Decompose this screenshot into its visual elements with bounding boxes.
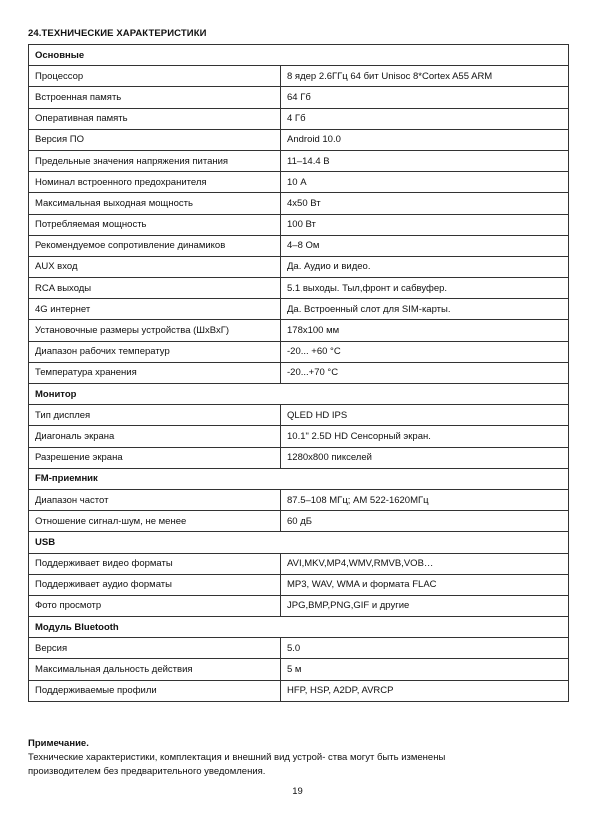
- spec-label: Встроенная память: [29, 87, 281, 108]
- spec-value: 87.5–108 МГц; AM 522-1620МГц: [281, 489, 569, 510]
- spec-value: 11–14.4 В: [281, 150, 569, 171]
- spec-value: 60 дБ: [281, 511, 569, 532]
- table-row: [29, 405, 569, 426]
- spec-label: AUX вход: [29, 256, 281, 277]
- spec-label: Диагональ экрана: [29, 426, 281, 447]
- spec-label: Максимальная дальность действия: [29, 659, 281, 680]
- spec-label: Номинал встроенного предохранителя: [29, 172, 281, 193]
- spec-label: Рекомендуемое сопротивление динамиков: [29, 235, 281, 256]
- spec-label: Разрешение экрана: [29, 447, 281, 468]
- spec-label: Поддерживаемые профили: [29, 680, 281, 701]
- note: [28, 737, 573, 779]
- table-row: [29, 320, 569, 341]
- spec-label: Версия: [29, 638, 281, 659]
- table-row: [29, 553, 569, 574]
- table-row: [29, 193, 569, 214]
- spec-value: 100 Вт: [281, 214, 569, 235]
- table-row: [29, 66, 569, 87]
- spec-label: Фото просмотр: [29, 595, 281, 616]
- spec-label: Потребляемая мощность: [29, 214, 281, 235]
- table-row: [29, 278, 569, 299]
- table-row: [29, 129, 569, 150]
- table-row: [29, 172, 569, 193]
- section-heading: Монитор: [29, 384, 569, 405]
- table-row: [29, 299, 569, 320]
- table-row: [29, 256, 569, 277]
- table-row: [29, 680, 569, 701]
- section-heading: FM-приемник: [29, 468, 569, 489]
- spec-label: Диапазон рабочих температур: [29, 341, 281, 362]
- table-row: [29, 574, 569, 595]
- spec-value: -20...+70 °C: [281, 362, 569, 383]
- page-title: 24.ТЕХНИЧЕСКИЕ ХАРАКТЕРИСТИКИ: [28, 28, 207, 39]
- section-heading: Основные: [29, 45, 569, 66]
- spec-value: 5.1 выходы. Тыл,фронт и сабвуфер.: [281, 278, 569, 299]
- table-row: [29, 235, 569, 256]
- spec-label: Максимальная выходная мощность: [29, 193, 281, 214]
- spec-label: Поддерживает видео форматы: [29, 553, 281, 574]
- spec-label: 4G интернет: [29, 299, 281, 320]
- section-header-row: [29, 384, 569, 405]
- section-header-row: [29, 532, 569, 553]
- spec-value: 5.0: [281, 638, 569, 659]
- spec-label: Процессор: [29, 66, 281, 87]
- table-row: [29, 595, 569, 616]
- spec-label: Тип дисплея: [29, 405, 281, 426]
- table-row: [29, 659, 569, 680]
- spec-value: 178x100 мм: [281, 320, 569, 341]
- spec-label: Температура хранения: [29, 362, 281, 383]
- spec-label: Предельные значения напряжения питания: [29, 150, 281, 171]
- spec-value: MP3, WAV, WMA и формата FLAC: [281, 574, 569, 595]
- page-number: 19: [292, 786, 303, 797]
- spec-value: 10 А: [281, 172, 569, 193]
- section-header-row: [29, 45, 569, 66]
- spec-label: Поддерживает аудио форматы: [29, 574, 281, 595]
- spec-value: HFP, HSP, A2DP, AVRCP: [281, 680, 569, 701]
- table-row: [29, 489, 569, 510]
- table-row: [29, 638, 569, 659]
- spec-value: -20... +60 °C: [281, 341, 569, 362]
- spec-label: Диапазон частот: [29, 489, 281, 510]
- spec-value: JPG,BMP,PNG,GIF и другие: [281, 595, 569, 616]
- spec-value: QLED HD IPS: [281, 405, 569, 426]
- spec-label: Отношение сигнал-шум, не менее: [29, 511, 281, 532]
- table-row: [29, 362, 569, 383]
- spec-value: 8 ядер 2.6ГГц 64 бит Unisoc 8*Cortex A55 ARM: [281, 66, 569, 87]
- table-row: [29, 108, 569, 129]
- section-header-row: [29, 468, 569, 489]
- spec-value: 4–8 Ом: [281, 235, 569, 256]
- section-header-row: [29, 617, 569, 638]
- table-row: [29, 150, 569, 171]
- table-row: [29, 214, 569, 235]
- spec-value: AVI,MKV,MP4,WMV,RMVB,VOB…: [281, 553, 569, 574]
- spec-value: Android 10.0: [281, 129, 569, 150]
- spec-value: 1280x800 пикселей: [281, 447, 569, 468]
- spec-label: RCA выходы: [29, 278, 281, 299]
- spec-value: Да. Аудио и видео.: [281, 256, 569, 277]
- spec-value: 10.1" 2.5D HD Сенсорный экран.: [281, 426, 569, 447]
- spec-label: Версия ПО: [29, 129, 281, 150]
- spec-value: 4 Гб: [281, 108, 569, 129]
- table-row: [29, 426, 569, 447]
- table-row: [29, 341, 569, 362]
- specifications-table-body: [29, 45, 569, 702]
- table-row: [29, 87, 569, 108]
- table-row: [29, 447, 569, 468]
- spec-value: 5 м: [281, 659, 569, 680]
- table-row: [29, 511, 569, 532]
- spec-label: Оперативная память: [29, 108, 281, 129]
- spec-label: Установочные размеры устройства (ШxВхГ): [29, 320, 281, 341]
- section-heading: USB: [29, 532, 569, 553]
- spec-value: 4x50 Вт: [281, 193, 569, 214]
- spec-value: 64 Гб: [281, 87, 569, 108]
- spec-value: Да. Встроенный слот для SIM-карты.: [281, 299, 569, 320]
- note-text-line-1: Технические характеристики, комплектация и внешний вид устрой- ства могут быть изменены: [28, 752, 446, 763]
- note-text-line-2: производителем без предварительного уведомления.: [28, 766, 266, 777]
- note-title: Примечание.: [28, 738, 89, 749]
- specifications-table: [28, 44, 569, 702]
- section-heading: Модуль Bluetooth: [29, 617, 569, 638]
